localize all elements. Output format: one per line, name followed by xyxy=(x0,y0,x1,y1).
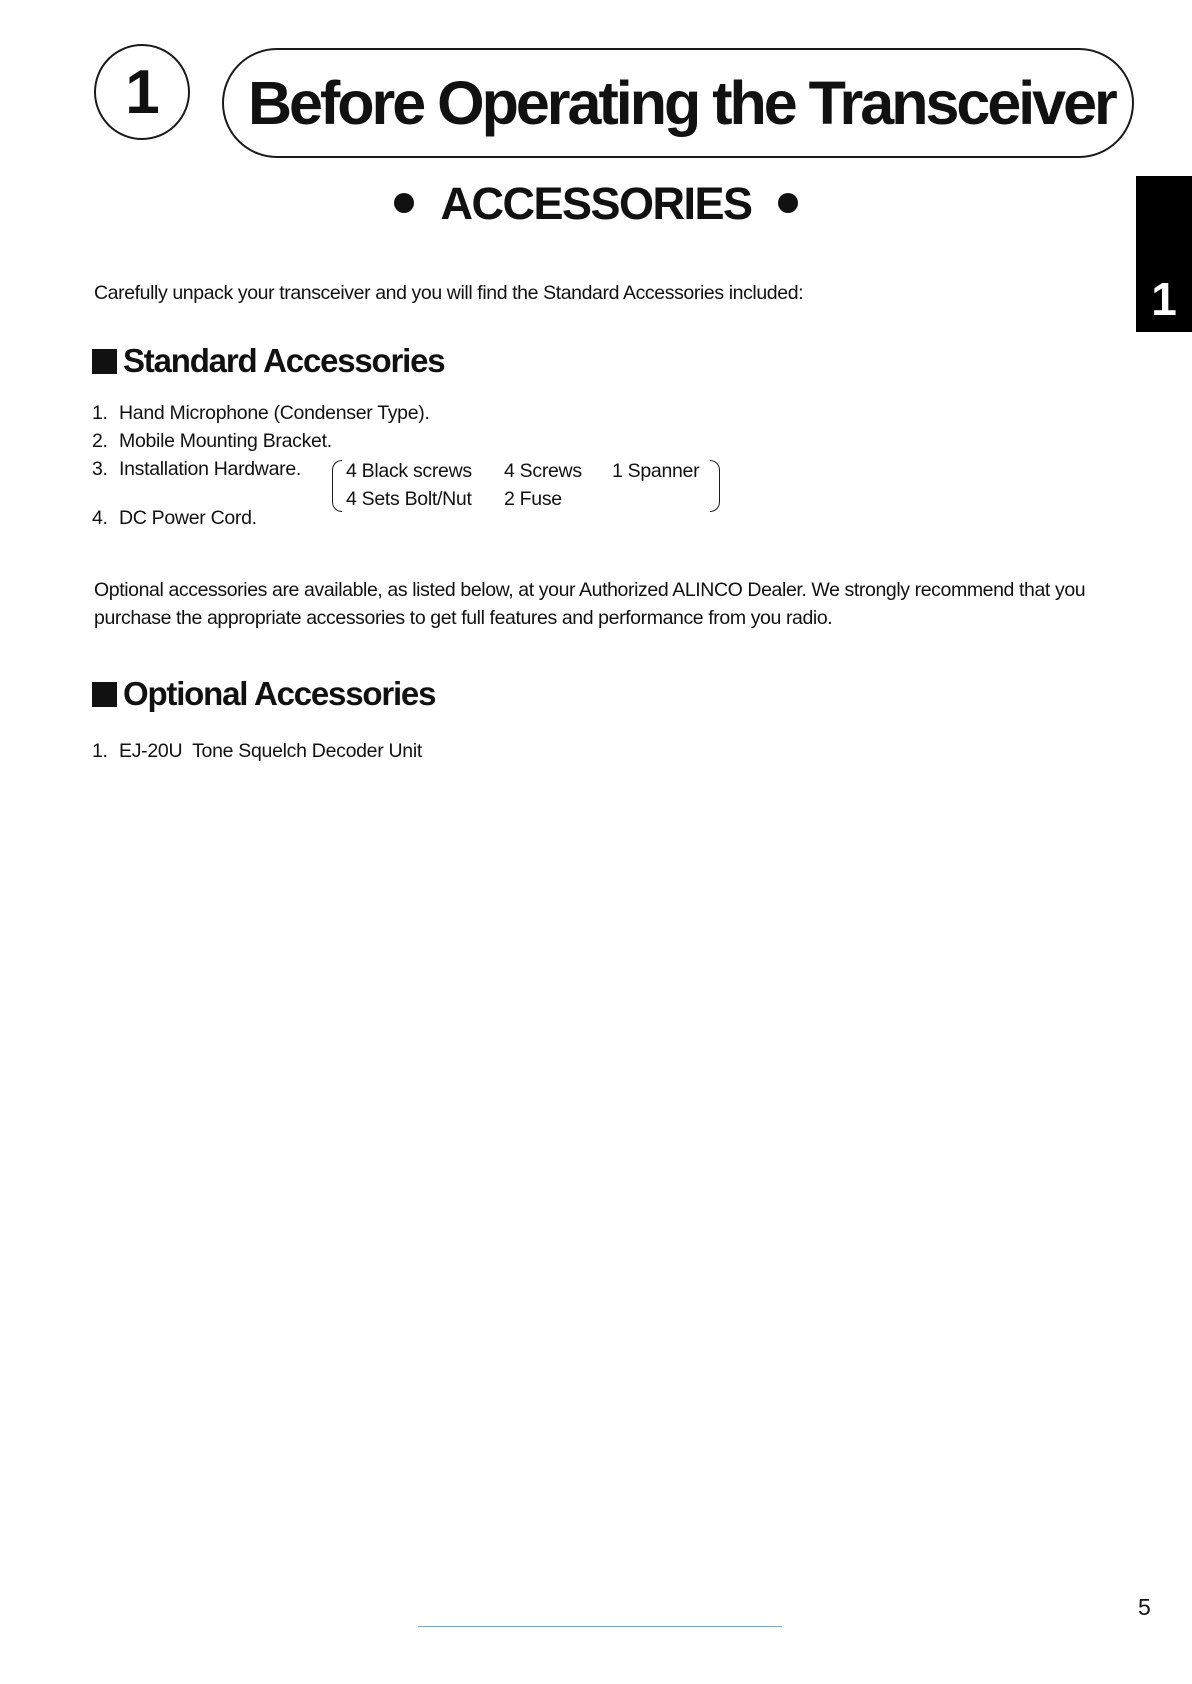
chapter-number-badge xyxy=(94,44,190,140)
hardware-item: 4 Sets Bolt/Nut xyxy=(346,488,472,510)
section-title-text: ACCESSORIES xyxy=(440,178,752,229)
hardware-item: 1 Spanner xyxy=(612,460,700,482)
standard-accessories-heading-text: Standard Accessories xyxy=(123,342,445,379)
list-item-number: 4. xyxy=(92,507,108,529)
list-item-number: 3. xyxy=(92,458,108,480)
list-item-number: 1. xyxy=(92,402,108,424)
list-item-text: EJ-20U Tone Squelch Decoder Unit xyxy=(119,740,422,762)
chapter-title-banner xyxy=(222,48,1134,158)
intro-text: Carefully unpack your transceiver and you will find the Standard Accessories included: xyxy=(94,282,804,304)
optional-accessories-heading-text: Optional Accessories xyxy=(123,675,436,712)
optional-note-paragraph: Optional accessories are available, as listed below, at your Authorized ALINCO Dealer. We strongly recommend that you purchase the appropriate accessories to get full features and performance from you radio. xyxy=(94,579,1086,629)
list-item-text: DC Power Cord. xyxy=(119,507,257,529)
page-number: 5 xyxy=(1138,1594,1151,1620)
square-bullet-icon xyxy=(92,349,117,374)
hardware-item: 2 Fuse xyxy=(504,488,562,510)
standard-accessories-heading xyxy=(92,342,444,380)
footer-rule xyxy=(418,1626,782,1627)
chapter-side-tab xyxy=(1136,176,1192,332)
bullet-dot-right xyxy=(778,193,798,213)
right-bracket xyxy=(710,460,720,512)
installation-hardware-contents xyxy=(330,460,730,518)
list-item-text: Hand Microphone (Condenser Type). xyxy=(119,402,430,424)
side-tab-label: 1 xyxy=(1151,273,1177,325)
hardware-item: 4 Black screws xyxy=(346,460,472,482)
hardware-item: 4 Screws xyxy=(504,460,582,482)
list-item xyxy=(92,402,430,425)
list-item-text: Mobile Mounting Bracket. xyxy=(119,430,332,452)
list-item-text: Installation Hardware. xyxy=(119,458,301,480)
square-bullet-icon xyxy=(92,682,117,707)
list-item-number: 1. xyxy=(92,740,108,762)
left-bracket xyxy=(332,460,342,512)
list-item xyxy=(92,458,301,481)
chapter-title: Before Operating the Transceiver xyxy=(248,69,1115,137)
optional-accessories-heading xyxy=(92,675,435,713)
section-title xyxy=(0,178,1192,230)
bullet-dot-left xyxy=(394,193,414,213)
list-item xyxy=(92,740,422,763)
list-item-number: 2. xyxy=(92,430,108,452)
list-item xyxy=(92,430,332,453)
list-item xyxy=(92,507,257,530)
chapter-number: 1 xyxy=(125,57,159,127)
